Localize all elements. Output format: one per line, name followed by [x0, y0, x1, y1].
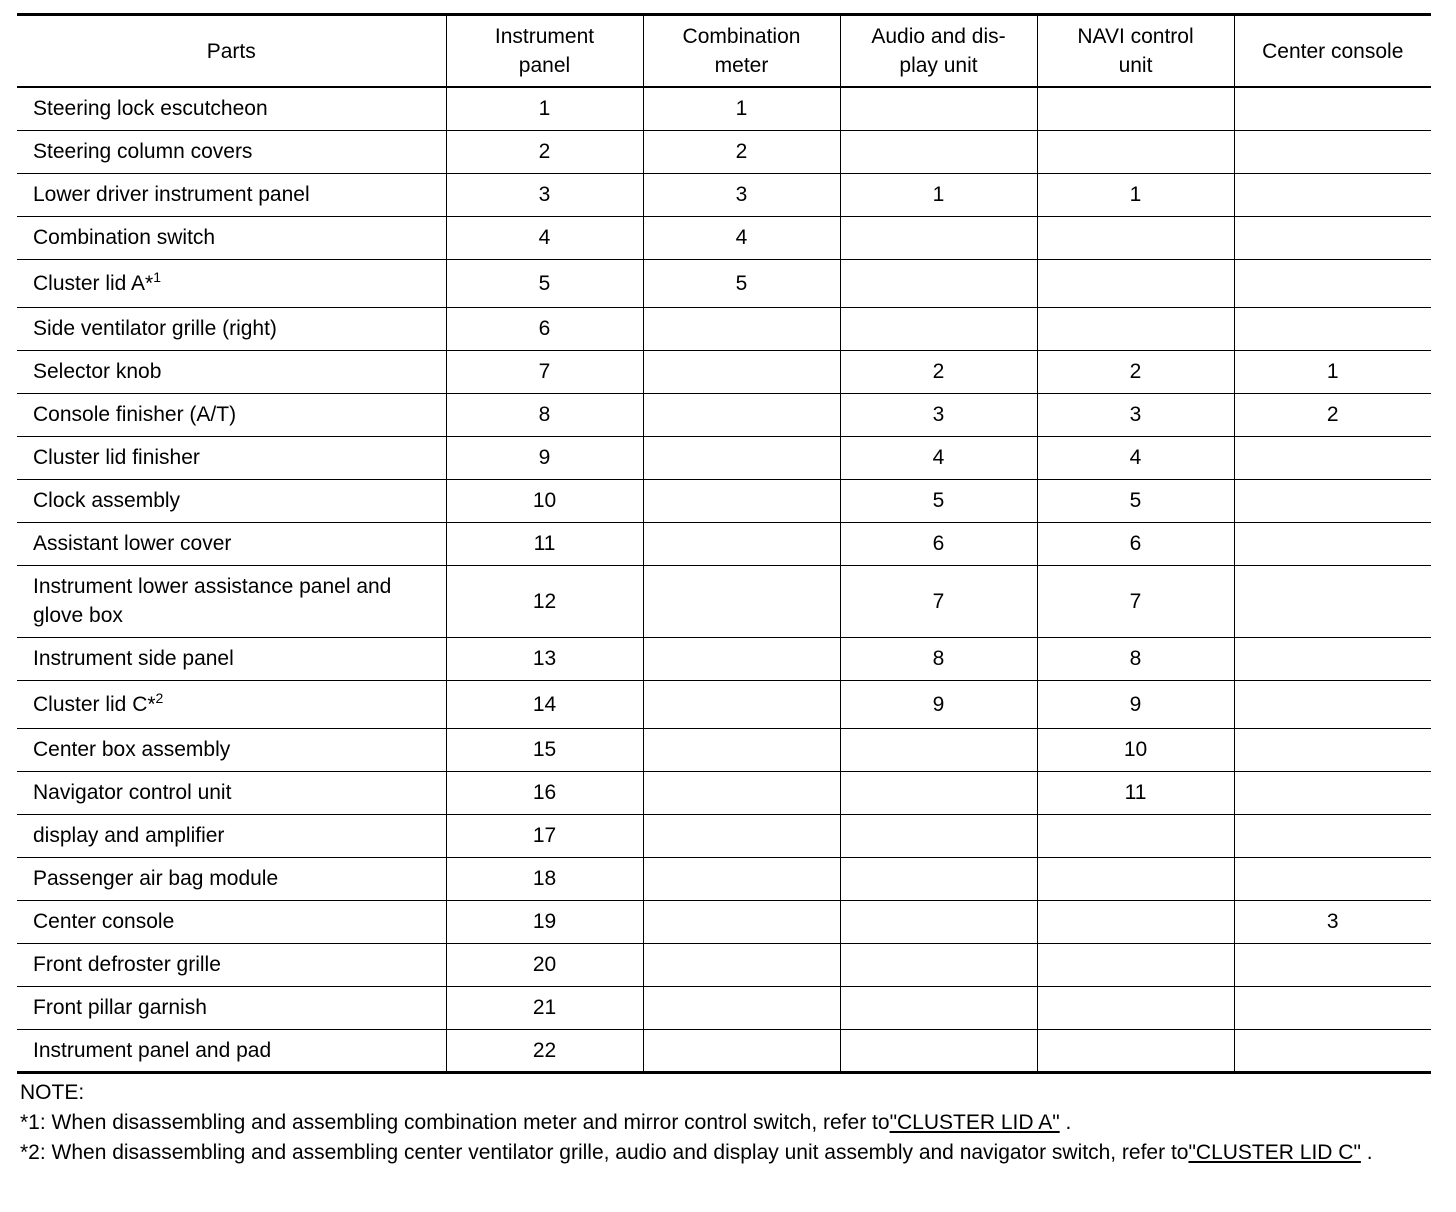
table-row: [17, 173, 1431, 216]
part-name: Combination switch: [33, 226, 216, 249]
navi-control-unit-step-cell: [1037, 1029, 1234, 1072]
audio-display-unit-step-cell: [840, 814, 1037, 857]
navi-control-unit-step-cell: 10: [1037, 728, 1234, 771]
center-console-step-cell: [1234, 130, 1431, 173]
center-console-step-cell: [1234, 771, 1431, 814]
table-row: [17, 436, 1431, 479]
navi-control-unit-step-cell: [1037, 130, 1234, 173]
combination-meter-step-cell: 2: [643, 130, 840, 173]
note-reference: 2: [155, 689, 164, 706]
instrument-panel-step-cell: 18: [446, 857, 643, 900]
table-row: [17, 130, 1431, 173]
combination-meter-step-cell: [643, 436, 840, 479]
part-name-cell: [17, 565, 446, 637]
combination-meter-step-cell: [643, 522, 840, 565]
note-1: [20, 1108, 1440, 1138]
notes-section: [20, 1078, 1440, 1168]
part-name-cell: [17, 900, 446, 943]
instrument-panel-step-cell: 2: [446, 130, 643, 173]
table-row: [17, 350, 1431, 393]
table-row: [17, 479, 1431, 522]
part-name-cell: [17, 680, 446, 728]
combination-meter-step-cell: [643, 857, 840, 900]
table-row: [17, 680, 1431, 728]
table-row: [17, 393, 1431, 436]
navi-control-unit-step-cell: 4: [1037, 436, 1234, 479]
combination-meter-step-cell: [643, 1029, 840, 1072]
table-row: [17, 522, 1431, 565]
part-name: Front defroster grille: [33, 953, 221, 976]
table-row: [17, 637, 1431, 680]
combination-meter-step-cell: [643, 900, 840, 943]
audio-display-unit-step-cell: [840, 857, 1037, 900]
part-name: Front pillar garnish: [33, 996, 207, 1019]
combination-meter-step-cell: [643, 393, 840, 436]
part-name: Clock assembly: [33, 489, 181, 512]
center-console-step-cell: [1234, 436, 1431, 479]
center-console-step-cell: [1234, 259, 1431, 307]
part-name-cell: [17, 216, 446, 259]
center-console-step-cell: [1234, 173, 1431, 216]
part-name-cell: [17, 350, 446, 393]
instrument-panel-step-cell: 7: [446, 350, 643, 393]
combination-meter-step-cell: 3: [643, 173, 840, 216]
instrument-panel-step-cell: 4: [446, 216, 643, 259]
center-console-step-cell: 1: [1234, 350, 1431, 393]
instrument-panel-step-cell: 22: [446, 1029, 643, 1072]
part-name-cell: [17, 259, 446, 307]
combination-meter-step-cell: [643, 680, 840, 728]
table-row: [17, 565, 1431, 637]
parts-table-body: [17, 87, 1431, 1072]
navi-control-unit-step-cell: [1037, 216, 1234, 259]
part-name-cell: [17, 986, 446, 1029]
part-name: Navigator control unit: [33, 781, 232, 804]
part-name-cell: [17, 1029, 446, 1072]
instrument-panel-step-cell: 19: [446, 900, 643, 943]
cluster-lid-a-link[interactable]: "CLUSTER LID A": [889, 1111, 1060, 1134]
navi-control-unit-step-cell: [1037, 986, 1234, 1029]
audio-display-unit-step-cell: [840, 259, 1037, 307]
navi-control-unit-step-cell: [1037, 307, 1234, 350]
combination-meter-step-cell: [643, 728, 840, 771]
instrument-panel-step-cell: 15: [446, 728, 643, 771]
center-console-step-cell: 3: [1234, 900, 1431, 943]
audio-display-unit-step-cell: [840, 728, 1037, 771]
audio-display-unit-step-cell: 6: [840, 522, 1037, 565]
instrument-panel-step-cell: 13: [446, 637, 643, 680]
table-row: [17, 771, 1431, 814]
audio-display-unit-step-cell: 4: [840, 436, 1037, 479]
navi-control-unit-step-cell: 6: [1037, 522, 1234, 565]
part-name: Cluster lid A*: [33, 271, 154, 295]
part-name-cell: [17, 857, 446, 900]
combination-meter-step-cell: [643, 479, 840, 522]
combination-meter-step-cell: [643, 986, 840, 1029]
instrument-panel-step-cell: 1: [446, 87, 643, 130]
instrument-panel-step-cell: 5: [446, 259, 643, 307]
audio-display-unit-step-cell: 7: [840, 565, 1037, 637]
instrument-panel-step-cell: 14: [446, 680, 643, 728]
note-2-end: .: [1360, 1141, 1373, 1164]
center-console-step-cell: [1234, 728, 1431, 771]
part-name: Center box assembly: [33, 738, 231, 761]
audio-display-unit-step-cell: [840, 771, 1037, 814]
part-name: Instrument side panel: [33, 647, 234, 670]
table-row: [17, 216, 1431, 259]
part-name: Lower driver instrument panel: [33, 183, 310, 206]
audio-display-unit-step-cell: [840, 87, 1037, 130]
audio-display-unit-step-cell: [840, 943, 1037, 986]
cluster-lid-c-link[interactable]: "CLUSTER LID C": [1188, 1141, 1361, 1164]
table-row: [17, 259, 1431, 307]
part-name-cell: [17, 393, 446, 436]
navi-control-unit-step-cell: 9: [1037, 680, 1234, 728]
center-console-step-cell: [1234, 307, 1431, 350]
note-1-text: *1: When disassembling and assembling combination meter and mirror control switch, refer to: [20, 1111, 890, 1134]
combination-meter-step-cell: 5: [643, 259, 840, 307]
center-console-step-cell: [1234, 857, 1431, 900]
navi-control-unit-step-cell: [1037, 259, 1234, 307]
audio-display-unit-step-cell: [840, 216, 1037, 259]
center-console-step-cell: [1234, 986, 1431, 1029]
table-row: [17, 943, 1431, 986]
parts-table: [17, 13, 1431, 1074]
part-name: Cluster lid finisher: [33, 446, 200, 469]
combination-meter-step-cell: [643, 350, 840, 393]
center-console-step-cell: [1234, 216, 1431, 259]
center-console-step-cell: [1234, 680, 1431, 728]
part-name-cell: [17, 771, 446, 814]
navi-control-unit-step-cell: [1037, 814, 1234, 857]
navi-control-unit-step-cell: 7: [1037, 565, 1234, 637]
part-name-cell: [17, 436, 446, 479]
part-name-cell: [17, 522, 446, 565]
instrument-panel-step-cell: 3: [446, 173, 643, 216]
combination-meter-step-cell: 1: [643, 87, 840, 130]
audio-display-unit-step-cell: [840, 307, 1037, 350]
center-console-step-cell: [1234, 479, 1431, 522]
center-console-step-cell: [1234, 1029, 1431, 1072]
header-navi-control-unit: NAVI control unit: [1037, 15, 1234, 88]
center-console-step-cell: [1234, 637, 1431, 680]
part-name: Center console: [33, 910, 175, 933]
part-name-cell: [17, 479, 446, 522]
part-name: Passenger air bag module: [33, 867, 279, 890]
audio-display-unit-step-cell: [840, 986, 1037, 1029]
header-combination-meter: Combination meter: [643, 15, 840, 88]
navi-control-unit-step-cell: 5: [1037, 479, 1234, 522]
note-1-end: .: [1059, 1111, 1072, 1134]
part-name: Instrument lower assistance panel and glove box: [33, 575, 392, 627]
part-name: Console finisher (A/T): [33, 403, 237, 426]
part-name-cell: [17, 307, 446, 350]
navi-control-unit-step-cell: [1037, 857, 1234, 900]
part-name-cell: [17, 87, 446, 130]
part-name: Steering lock escutcheon: [33, 97, 268, 121]
table-row: [17, 87, 1431, 130]
audio-display-unit-step-cell: 2: [840, 350, 1037, 393]
header-audio-display-unit: Audio and dis-play unit: [840, 15, 1037, 88]
part-name-cell: [17, 943, 446, 986]
part-name: Selector knob: [33, 360, 162, 383]
table-row: [17, 814, 1431, 857]
audio-display-unit-step-cell: [840, 900, 1037, 943]
audio-display-unit-step-cell: 9: [840, 680, 1037, 728]
combination-meter-step-cell: [643, 637, 840, 680]
part-name: display and amplifier: [33, 824, 225, 847]
table-row: [17, 307, 1431, 350]
center-console-step-cell: [1234, 943, 1431, 986]
combination-meter-step-cell: [643, 307, 840, 350]
header-row: [17, 15, 1431, 88]
part-name-cell: [17, 173, 446, 216]
table-row: [17, 1029, 1431, 1072]
audio-display-unit-step-cell: 1: [840, 173, 1037, 216]
part-name: Instrument panel and pad: [33, 1038, 272, 1062]
navi-control-unit-step-cell: 2: [1037, 350, 1234, 393]
instrument-panel-step-cell: 20: [446, 943, 643, 986]
combination-meter-step-cell: [643, 943, 840, 986]
center-console-step-cell: [1234, 814, 1431, 857]
instrument-panel-step-cell: 6: [446, 307, 643, 350]
part-name-cell: [17, 130, 446, 173]
header-center-console: Center console: [1234, 15, 1431, 88]
part-name: Cluster lid C*: [33, 692, 156, 716]
table-row: [17, 986, 1431, 1029]
audio-display-unit-step-cell: [840, 1029, 1037, 1072]
audio-display-unit-step-cell: 3: [840, 393, 1037, 436]
audio-display-unit-step-cell: 5: [840, 479, 1037, 522]
audio-display-unit-step-cell: [840, 130, 1037, 173]
audio-display-unit-step-cell: 8: [840, 637, 1037, 680]
combination-meter-step-cell: [643, 771, 840, 814]
part-name-cell: [17, 728, 446, 771]
combination-meter-step-cell: 4: [643, 216, 840, 259]
navi-control-unit-step-cell: 11: [1037, 771, 1234, 814]
instrument-panel-step-cell: 8: [446, 393, 643, 436]
note-2: [20, 1138, 1440, 1168]
instrument-panel-step-cell: 10: [446, 479, 643, 522]
combination-meter-step-cell: [643, 814, 840, 857]
header-parts: Parts: [17, 15, 446, 88]
combination-meter-step-cell: [643, 565, 840, 637]
center-console-step-cell: [1234, 522, 1431, 565]
instrument-panel-step-cell: 12: [446, 565, 643, 637]
navi-control-unit-step-cell: [1037, 900, 1234, 943]
part-name: Steering column covers: [33, 140, 253, 163]
table-row: [17, 728, 1431, 771]
table-row: [17, 857, 1431, 900]
instrument-panel-step-cell: 9: [446, 436, 643, 479]
notes-title: NOTE:: [20, 1081, 85, 1104]
part-name: Assistant lower cover: [33, 532, 232, 555]
center-console-step-cell: [1234, 565, 1431, 637]
instrument-panel-step-cell: 11: [446, 522, 643, 565]
navi-control-unit-step-cell: [1037, 87, 1234, 130]
navi-control-unit-step-cell: 3: [1037, 393, 1234, 436]
navi-control-unit-step-cell: 1: [1037, 173, 1234, 216]
part-name-cell: [17, 637, 446, 680]
table-row: [17, 900, 1431, 943]
note-reference: 1: [153, 268, 162, 285]
center-console-step-cell: [1234, 87, 1431, 130]
note-2-text: *2: When disassembling and assembling center ventilator grille, audio and display unit assembly and navigator switch, refer to: [20, 1141, 1189, 1164]
navi-control-unit-step-cell: 8: [1037, 637, 1234, 680]
instrument-panel-step-cell: 16: [446, 771, 643, 814]
instrument-panel-step-cell: 21: [446, 986, 643, 1029]
navi-control-unit-step-cell: [1037, 943, 1234, 986]
instrument-panel-step-cell: 17: [446, 814, 643, 857]
header-instrument-panel: Instrument panel: [446, 15, 643, 88]
part-name-cell: [17, 814, 446, 857]
part-name: Side ventilator grille (right): [33, 317, 277, 340]
center-console-step-cell: 2: [1234, 393, 1431, 436]
